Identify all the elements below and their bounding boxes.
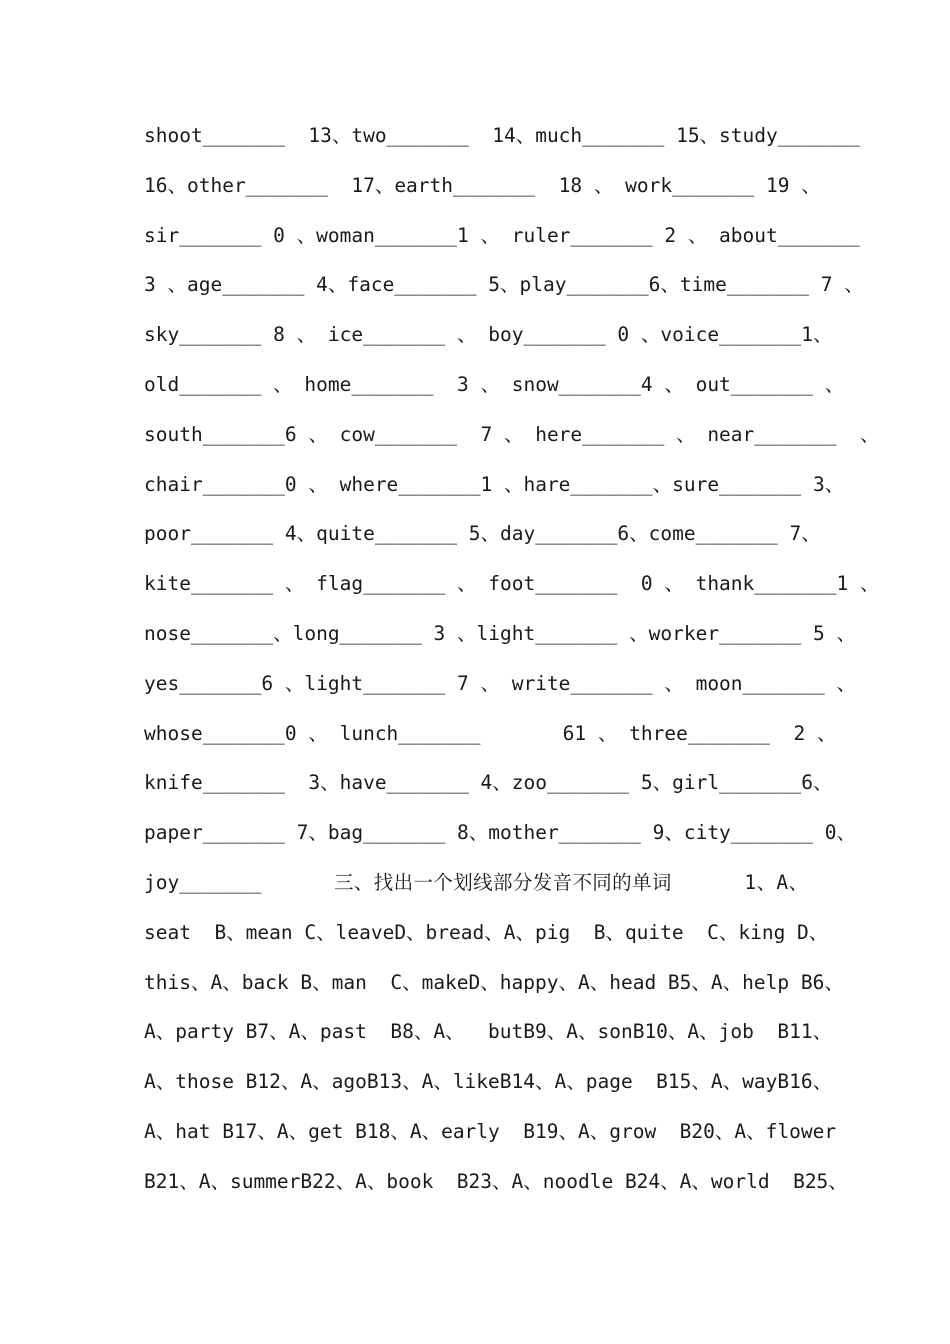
section-heading-line: joy_______ 三、找出一个划线部分发音不同的单词 1、A、: [144, 870, 808, 894]
text-line: sky_______ 8 、 ice_______ 、 boy_______ 0 、voice_______1、: [144, 323, 833, 347]
text-line: old_______ 、 home_______ 3 、 snow_______4 、 out_______ 、: [144, 372, 845, 396]
text-line: chair_______0 、 where_______1 、hare_______、sure_______ 3、: [144, 472, 845, 496]
text-line: 3 、age_______ 4、face_______ 5、play_______6、time_______ 7 、: [144, 273, 864, 297]
text-line: south_______6 、 cow_______ 7 、 here_______ 、 near_______ 、: [144, 422, 880, 446]
text-line: poor_______ 4、quite_______ 5、day_______6、come_______ 7、: [144, 522, 821, 546]
text-line: shoot_______ 13、two_______ 14、much_______ 15、study_______: [144, 124, 860, 147]
text-line: knife_______ 3、have_______ 4、zoo_______ 5、girl_______6、: [144, 771, 833, 795]
document-body: [144, 111, 880, 1207]
text-line: whose_______0 、 lunch_______ 61 、 three_______ 2 、: [144, 721, 837, 745]
text-line: kite_______ 、 flag_______ 、 foot_______ 0 、 thank_______1 、: [144, 572, 880, 596]
text-line: yes_______6 、light_______ 7 、 write_______ 、 moon_______ 、: [144, 671, 856, 695]
text-line: seat B、mean C、leaveD、bread、A、pig B、quite C、king D、: [144, 920, 829, 944]
text-line: 16、other_______ 17、earth_______ 18 、 work_______ 19 、: [144, 173, 821, 197]
text-line: A、party B7、A、past B8、A、 butB9、A、sonB10、A、job B11、: [144, 1020, 833, 1044]
text-line: A、those B12、A、agoB13、A、likeB14、A、page B15、A、wayB16、: [144, 1070, 833, 1094]
text-line: nose_______、long_______ 3 、light_______ 、worker_______ 5 、: [144, 621, 856, 645]
text-line: paper_______ 7、bag_______ 8、mother_______ 9、city_______ 0、: [144, 821, 856, 845]
text-line: B21、A、summerB22、A、book B23、A、noodle B24、A、world B25、: [144, 1169, 848, 1193]
text-line: this、A、back B、man C、makeD、happy、A、head B5、A、help B6、: [144, 970, 844, 994]
text-line: A、hat B17、A、get B18、A、early B19、A、grow B20、A、flower: [144, 1119, 837, 1143]
text-line: sir_______ 0 、woman_______1 、 ruler_______ 2 、 about_______: [144, 223, 860, 247]
